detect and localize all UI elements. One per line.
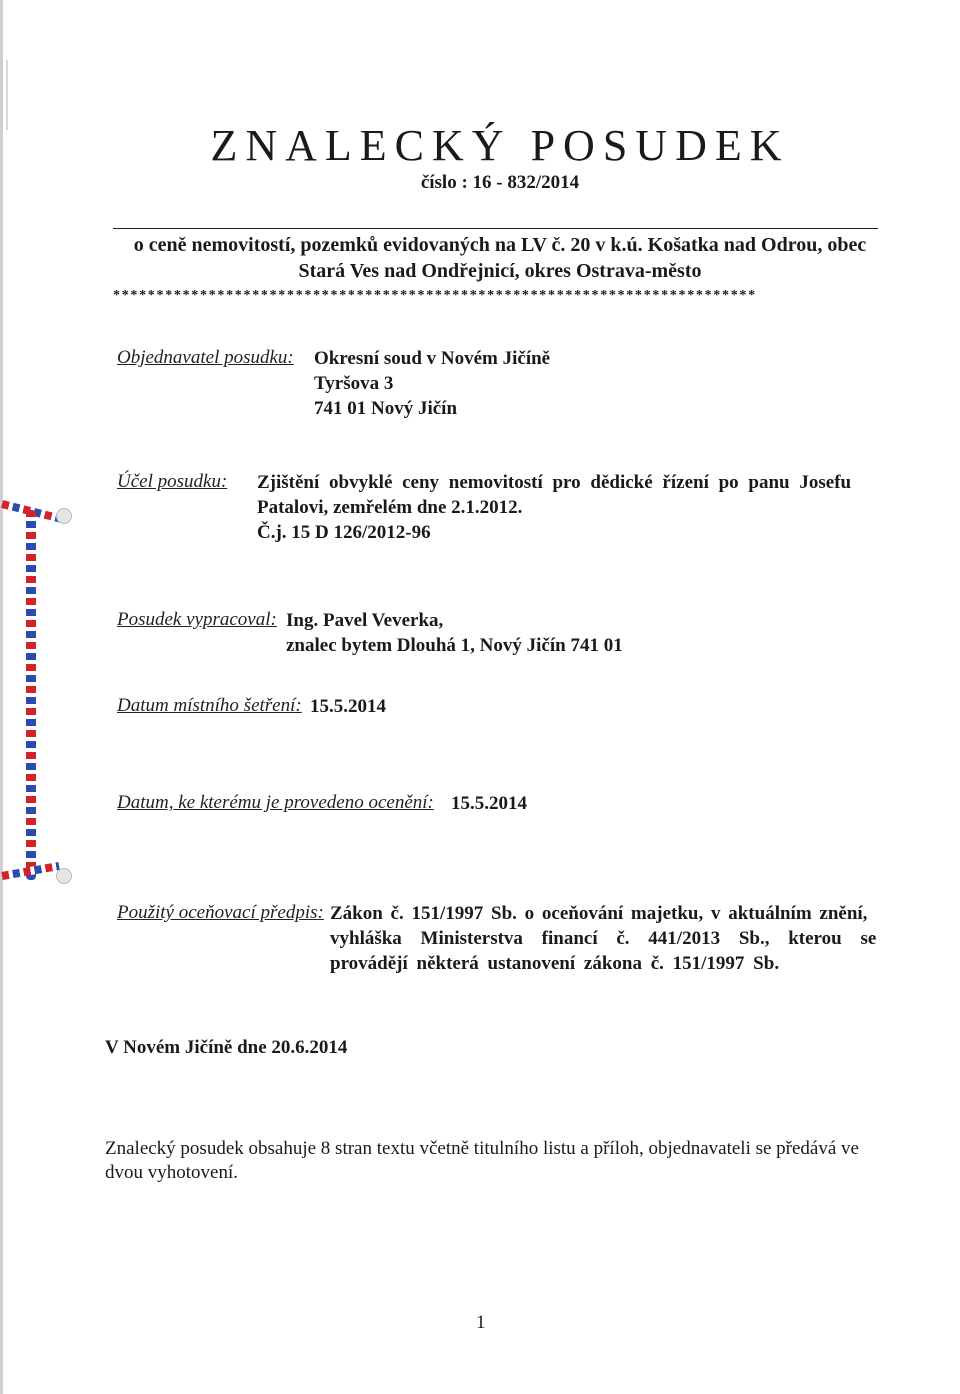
- footer-note: Znalecký posudek obsahuje 8 stran textu včetně titulního listu a příloh, objednavateli se předává ve dvou vyhotovení.: [105, 1138, 859, 1183]
- binding-eyelet-top: [56, 508, 72, 524]
- scan-edge: [0, 0, 3, 1394]
- place-and-date: V Novém Jičíně dne 20.6.2014: [105, 1037, 348, 1058]
- author-name: Ing. Pavel Veverka,: [286, 610, 444, 631]
- purpose-label: Účel posudku:: [117, 471, 228, 492]
- document-subject: [100, 232, 900, 284]
- client-label: Objednavatel posudku:: [117, 347, 294, 368]
- document-number: číslo : 16 - 832/2014: [420, 172, 580, 193]
- purpose-line-2: Patalovi, zemřelém dne 2.1.2012.: [257, 497, 523, 518]
- client-name: Okresní soud v Novém Jičíně: [314, 348, 551, 369]
- valuation-date-value: 15.5.2014: [451, 793, 527, 814]
- inspection-date-value: 15.5.2014: [310, 696, 386, 717]
- subject-line-1: o ceně nemovitostí, pozemků evidovaných na LV č. 20 v k.ú. Košatka nad Odrou, obec: [133, 234, 867, 256]
- subject-line-2: Stará Ves nad Ondřejnicí, okres Ostrava-město: [298, 260, 702, 282]
- client-street: Tyršova 3: [314, 373, 394, 394]
- client-city: 741 01 Nový Jičín: [314, 398, 458, 419]
- regulation-line-3: provádějí některá ustanovení zákona č. 151/1997 Sb.: [330, 953, 780, 974]
- regulation-line-1: Zákon č. 151/1997 Sb. o oceňování majetku, v aktuálním znění,: [330, 903, 868, 924]
- valuation-date-label: Datum, ke kterému je provedeno ocenění:: [117, 792, 434, 813]
- regulation-line-2: vyhláška Ministerstva financí č. 441/2013 Sb., kterou se: [330, 928, 877, 949]
- inspection-date-label: Datum místního šetření:: [117, 695, 302, 716]
- binding-cord: [26, 510, 36, 880]
- star-separator: **************************************************************************: [113, 288, 757, 303]
- purpose-line-1: Zjištění obvyklé ceny nemovitostí pro dědické řízení po panu Josefu: [257, 472, 852, 493]
- page-number: 1: [476, 1312, 486, 1333]
- author-label: Posudek vypracoval:: [117, 609, 277, 630]
- author-address: znalec bytem Dlouhá 1, Nový Jičín 741 01: [286, 635, 623, 656]
- header-rule: [113, 228, 878, 229]
- binding-eyelet-bottom: [56, 868, 72, 884]
- document-title: ZNALECKÝ POSUDEK: [210, 121, 790, 170]
- case-reference: Č.j. 15 D 126/2012-96: [257, 522, 431, 543]
- regulation-label: Použitý oceňovací předpis:: [117, 902, 324, 923]
